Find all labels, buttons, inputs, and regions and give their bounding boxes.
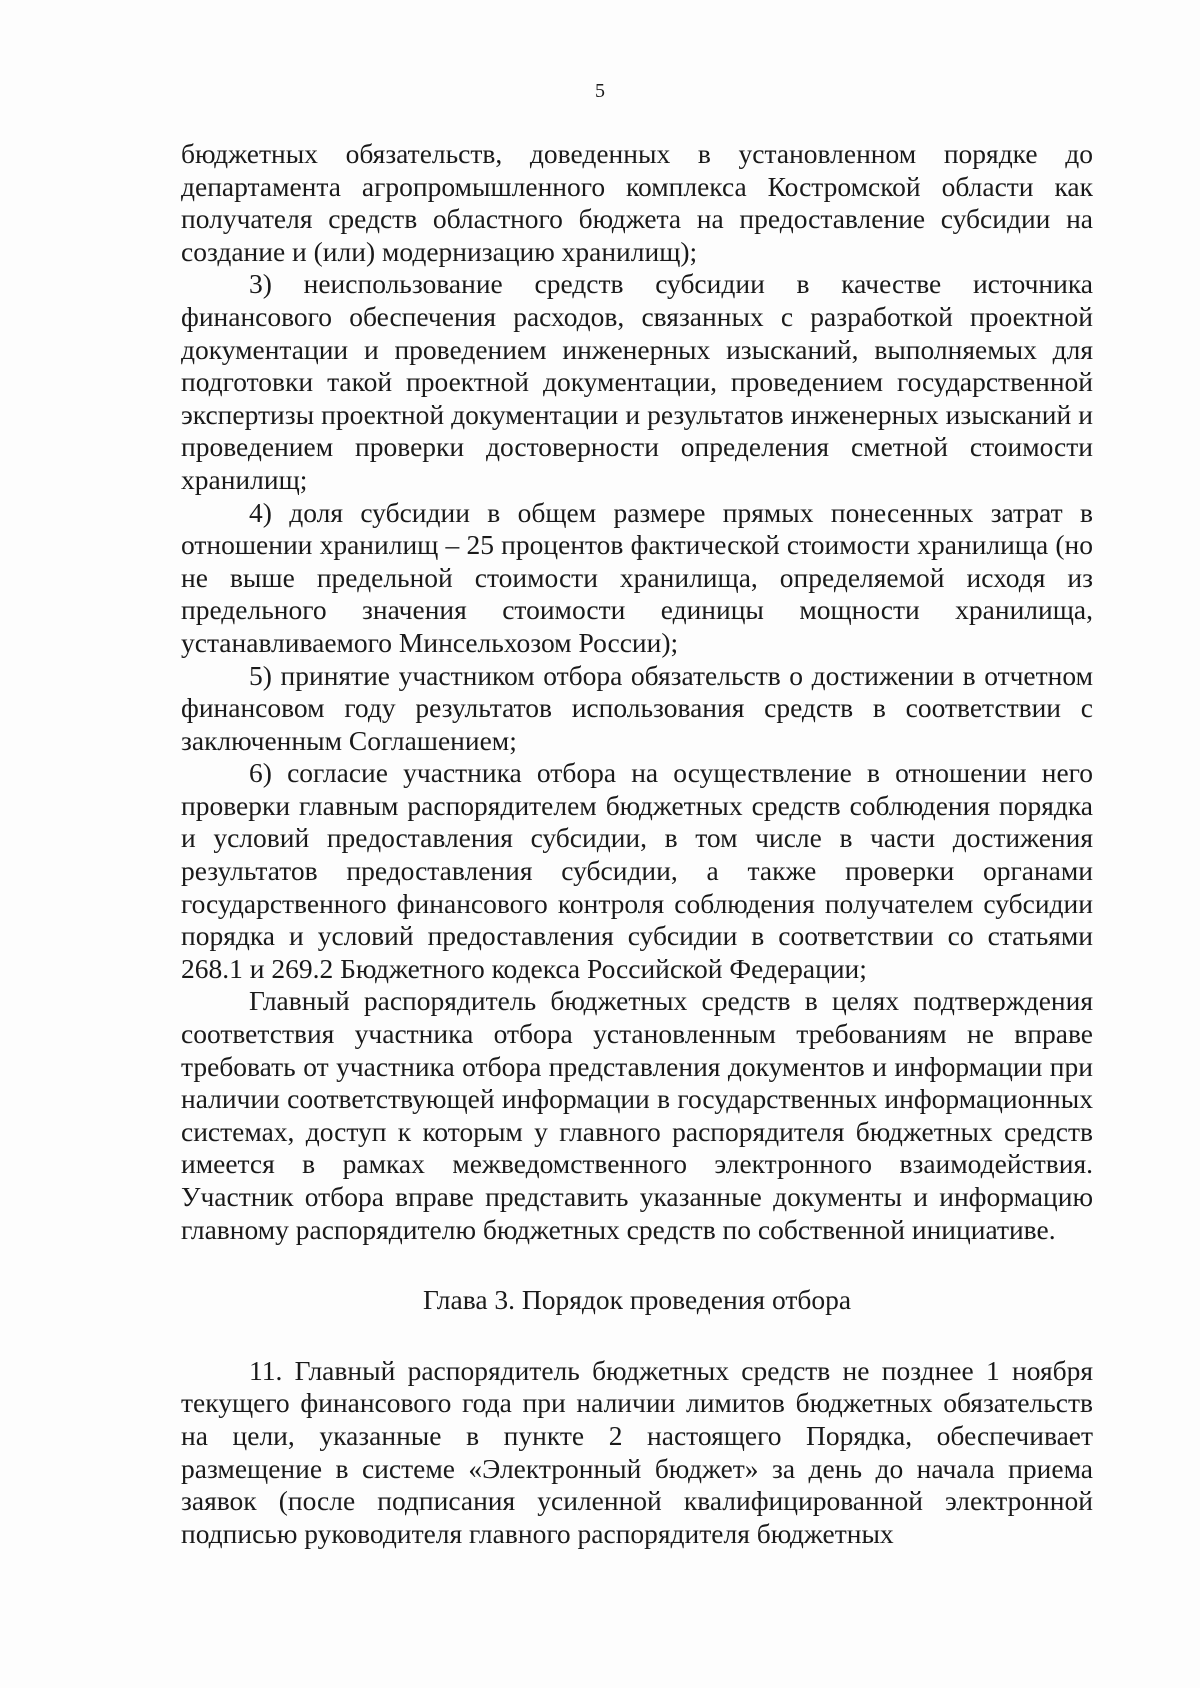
paragraph-item-5: 5) принятие участником отбора обязательств о достижении в отчетном финансовом году результатов использования средств в соответствии с заключенным Соглашением; [181,659,1093,756]
paragraph-item-6: 6) согласие участника отбора на осуществление в отношении него проверки главным распорядителем бюджетных средств соблюдения порядка и условий предоставления субсидии, в том числе в части достижения результатов предоставления субсидии, а также проверки органами государственного финансового контроля соблюдения получателем субсидии порядка и условий предоставления субсидии в соответствии со статьями 268.1 и 269.2 Бюджетного кодекса Российской Федерации; [181,757,1093,984]
page-number: 5 [595,80,605,102]
paragraph-item-11: 11. Главный распорядитель бюджетных средств не позднее 1 ноября текущего финансового года при наличии лимитов бюджетных обязательств на цели, указанные в пункте 2 настоящего Порядка, обеспечивает размещение в системе «Электронный бюджет» за день до начала приема заявок (после подписания усиленной квалифицированной электронной подписью руководителя главного распорядителя бюджетных [181,1354,1093,1549]
paragraph-main-distributor: Главный распорядитель бюджетных средств в целях подтверждения соответствия участника отбора установленным требованиям не вправе требовать от участника отбора представления документов и информации при наличии соответствующей информации в государственных информационных системах, доступ к которым у главного распорядителя бюджетных средств имеется в рамках межведомственного электронного взаимодействия. Участник отбора вправе представить указанные документы и информацию главному распорядителю бюджетных средств по собственной инициативе. [181,985,1093,1245]
document-body [181,138,1093,1550]
paragraph-item-4: 4) доля субсидии в общем размере прямых понесенных затрат в отношении хранилищ – 25 процентов фактической стоимости хранилища (но не выше предельной стоимости хранилища, определяемой исходя из предельного значения стоимости единицы мощности хранилища, устанавливаемого Минсельхозом России); [181,496,1093,658]
paragraph-item-3: 3) неиспользование средств субсидии в качестве источника финансового обеспечения расходов, связанных с разработкой проектной документации и проведением инженерных изысканий, выполняемых для подготовки такой проектной документации, проведением государственной экспертизы проектной документации и результатов инженерных изысканий и проведением проверки достоверности определения сметной стоимости хранилищ; [181,268,1093,495]
chapter-heading: Глава 3. Порядок проведения отбора [422,1284,852,1316]
paragraph-continuation: бюджетных обязательств, доведенных в установленном порядке до департамента агропромышленного комплекса Костромской области как получателя средств областного бюджета на предоставление субсидии на создание и (или) модернизацию хранилищ); [181,138,1093,267]
